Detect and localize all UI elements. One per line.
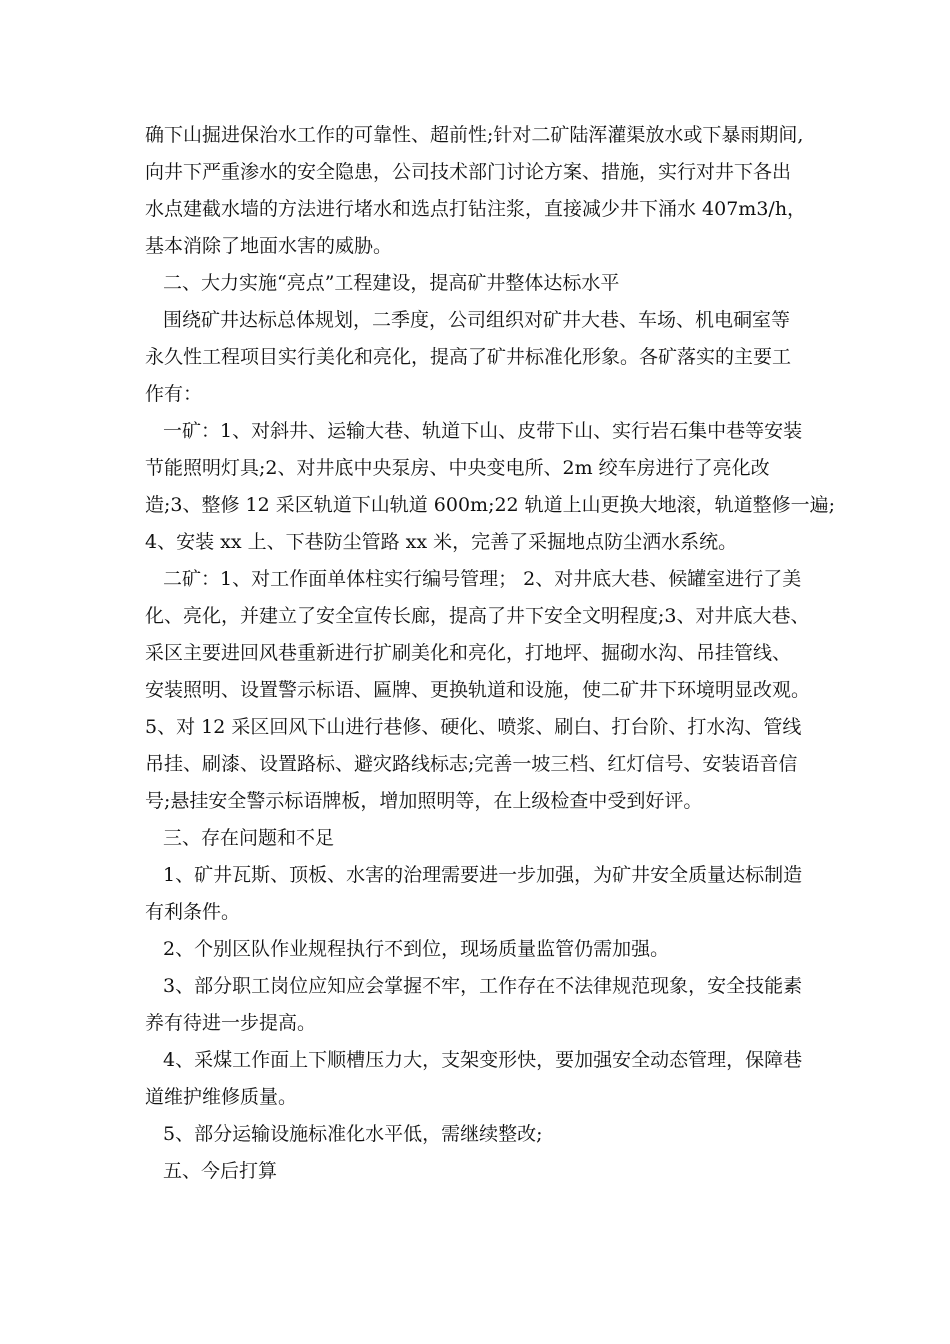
text-line: 5、对 12 采区回风下山进行巷修、硬化、喷浆、刷白、打台阶、打水沟、管线 [145, 716, 802, 738]
text-line: 节能照明灯具;2、对井底中央泵房、中央变电所、2m 绞车房进行了亮化改 [145, 457, 770, 479]
text-line: 基本消除了地面水害的威胁。 [145, 235, 393, 257]
text-line: 二矿：1、对工作面单体柱实行编号管理； 2、对井底大巷、候罐室进行了美 [163, 568, 802, 590]
text-line: 造;3、整修 12 采区轨道下山轨道 600m;22 轨道上山更换大地滚，轨道整修一遍; [145, 494, 836, 516]
text-line: 水点建截水墙的方法进行堵水和选点打钻注浆，直接减少井下涌水 407m3/h， [145, 198, 807, 220]
text-line: 向井下严重渗水的安全隐患，公司技术部门讨论方案、措施，实行对井下各出 [145, 161, 792, 183]
section-heading: 五、今后打算 [163, 1160, 278, 1182]
text-line: 3、部分职工岗位应知应会掌握不牢，工作存在不法律规范现象，安全技能素 [163, 975, 803, 997]
text-line: 作有： [145, 383, 203, 405]
text-line: 确下山掘进保治水工作的可靠性、超前性;针对二矿陆浑灌渠放水或下暴雨期间, [145, 124, 804, 146]
text-line: 围绕矿井达标总体规划，二季度，公司组织对矿井大巷、车场、机电硐室等 [163, 309, 791, 331]
text-line: 养有待进一步提高。 [145, 1012, 317, 1034]
section-heading: 三、存在问题和不足 [163, 827, 335, 849]
text-line: 1、矿井瓦斯、顶板、水害的治理需要进一步加强，为矿井安全质量达标制造 [163, 864, 803, 886]
text-line: 4、安装 xx 上、下巷防尘管路 xx 米，完善了采掘地点防尘洒水系统。 [145, 531, 738, 553]
text-line: 采区主要进回风巷重新进行扩刷美化和亮化，打地坪、掘砌水沟、吊挂管线、 [145, 642, 792, 664]
text-line: 化、亮化，并建立了安全宣传长廊，提高了井下安全文明程度;3、对井底大巷、 [145, 605, 810, 627]
section-heading: 二、大力实施“亮点”工程建设，提高矿井整体达标水平 [163, 272, 620, 294]
text-line: 吊挂、刷漆、设置路标、避灾路线标志;完善一坡三档、红灯信号、安装语音信 [145, 753, 798, 775]
text-line: 4、采煤工作面上下顺槽压力大，支架变形快，要加强安全动态管理，保障巷 [163, 1049, 803, 1071]
text-line: 一矿：1、对斜井、运输大巷、轨道下山、皮带下山、实行岩石集中巷等安装 [163, 420, 803, 442]
text-line: 有利条件。 [145, 901, 241, 923]
text-line: 安装照明、设置警示标语、匾牌、更换轨道和设施，使二矿井下环境明显改观。 [145, 679, 811, 701]
text-line: 永久性工程项目实行美化和亮化，提高了矿井标准化形象。各矿落实的主要工 [145, 346, 792, 368]
text-line: 道维护维修质量。 [145, 1086, 298, 1108]
text-line: 号;悬挂安全警示标语牌板，增加照明等，在上级检查中受到好评。 [145, 790, 703, 812]
text-line: 5、部分运输设施标准化水平低，需继续整改; [163, 1123, 543, 1145]
text-line: 2、个别区队作业规程执行不到位，现场质量监管仍需加强。 [163, 938, 670, 960]
